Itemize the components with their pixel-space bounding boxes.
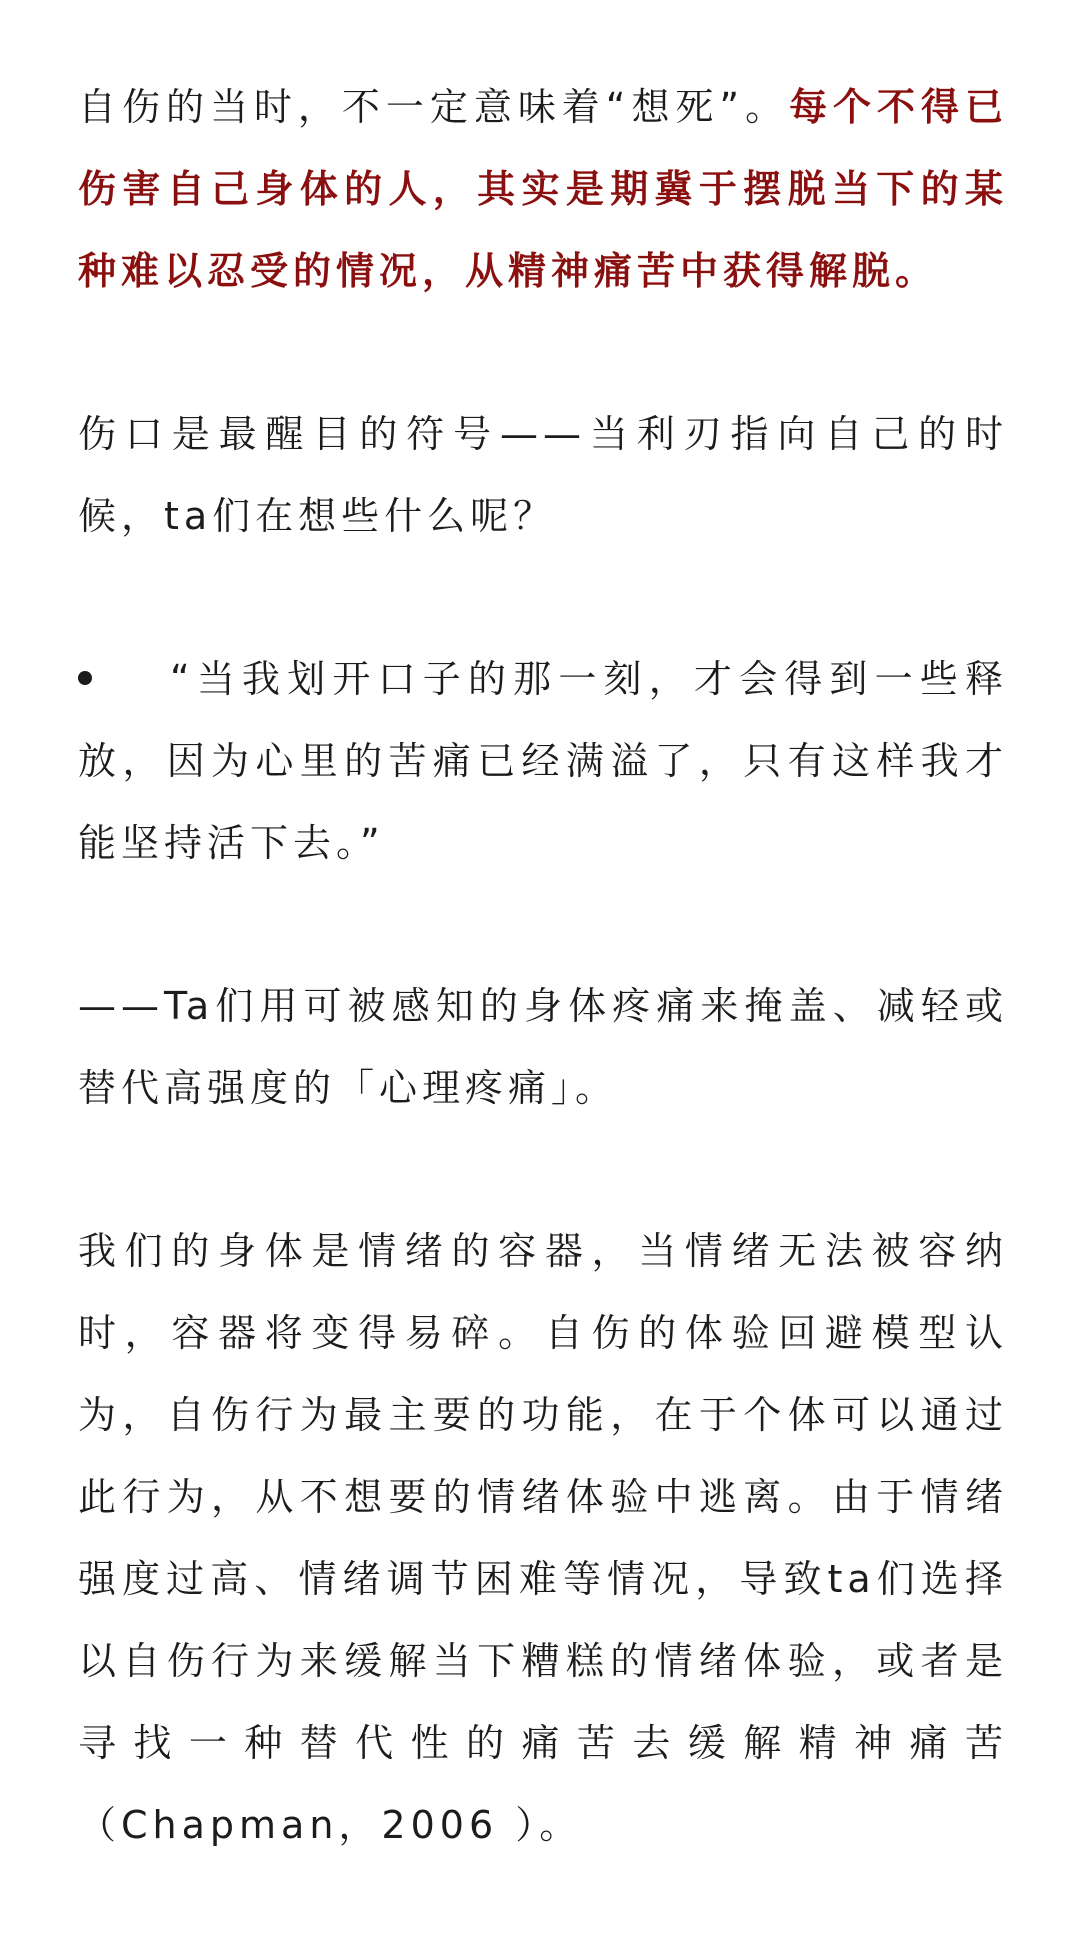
paragraph-wound-symbol: 伤口是最醒目的符号——当利刃指向自己的时候，ta们在想些什么呢？: [78, 412, 1008, 538]
paragraph-intro: [78, 66, 1008, 312]
article-body: [78, 66, 1008, 1947]
intro-highlight-text: 每个不得已伤害自己身体的人，其实是期冀于摆脱当下的某种难以忍受的情况，从精神痛苦中获得解脱。: [78, 85, 1008, 293]
intro-text: 自伤的当时，不一定意味着“想死”。: [78, 85, 790, 129]
paragraph-quote: [78, 638, 1008, 884]
quote-text: “当我划开口子的那一刻，才会得到一些释放，因为心里的苦痛已经满溢了，只有这样我才能坚持活下去。”: [78, 657, 1008, 865]
bullet-icon: [78, 671, 92, 685]
paragraph-pain-substitution: ——Ta们用可被感知的身体疼痛来掩盖、减轻或替代高强度的「心理疼痛」。: [78, 984, 1008, 1110]
paragraph-emotion-container: 我们的身体是情绪的容器，当情绪无法被容纳时，容器将变得易碎。自伤的体验回避模型认为，自伤行为最主要的功能，在于个体可以通过此行为，从不想要的情绪体验中逃离。由于情绪强度过高、情绪调节困难等情况，导致ta们选择以自伤行为来缓解当下糟糕的情绪体验，或者是寻找一种替代性的痛苦去缓解精神痛苦（Chapman，2006 ）。: [78, 1229, 1008, 1847]
